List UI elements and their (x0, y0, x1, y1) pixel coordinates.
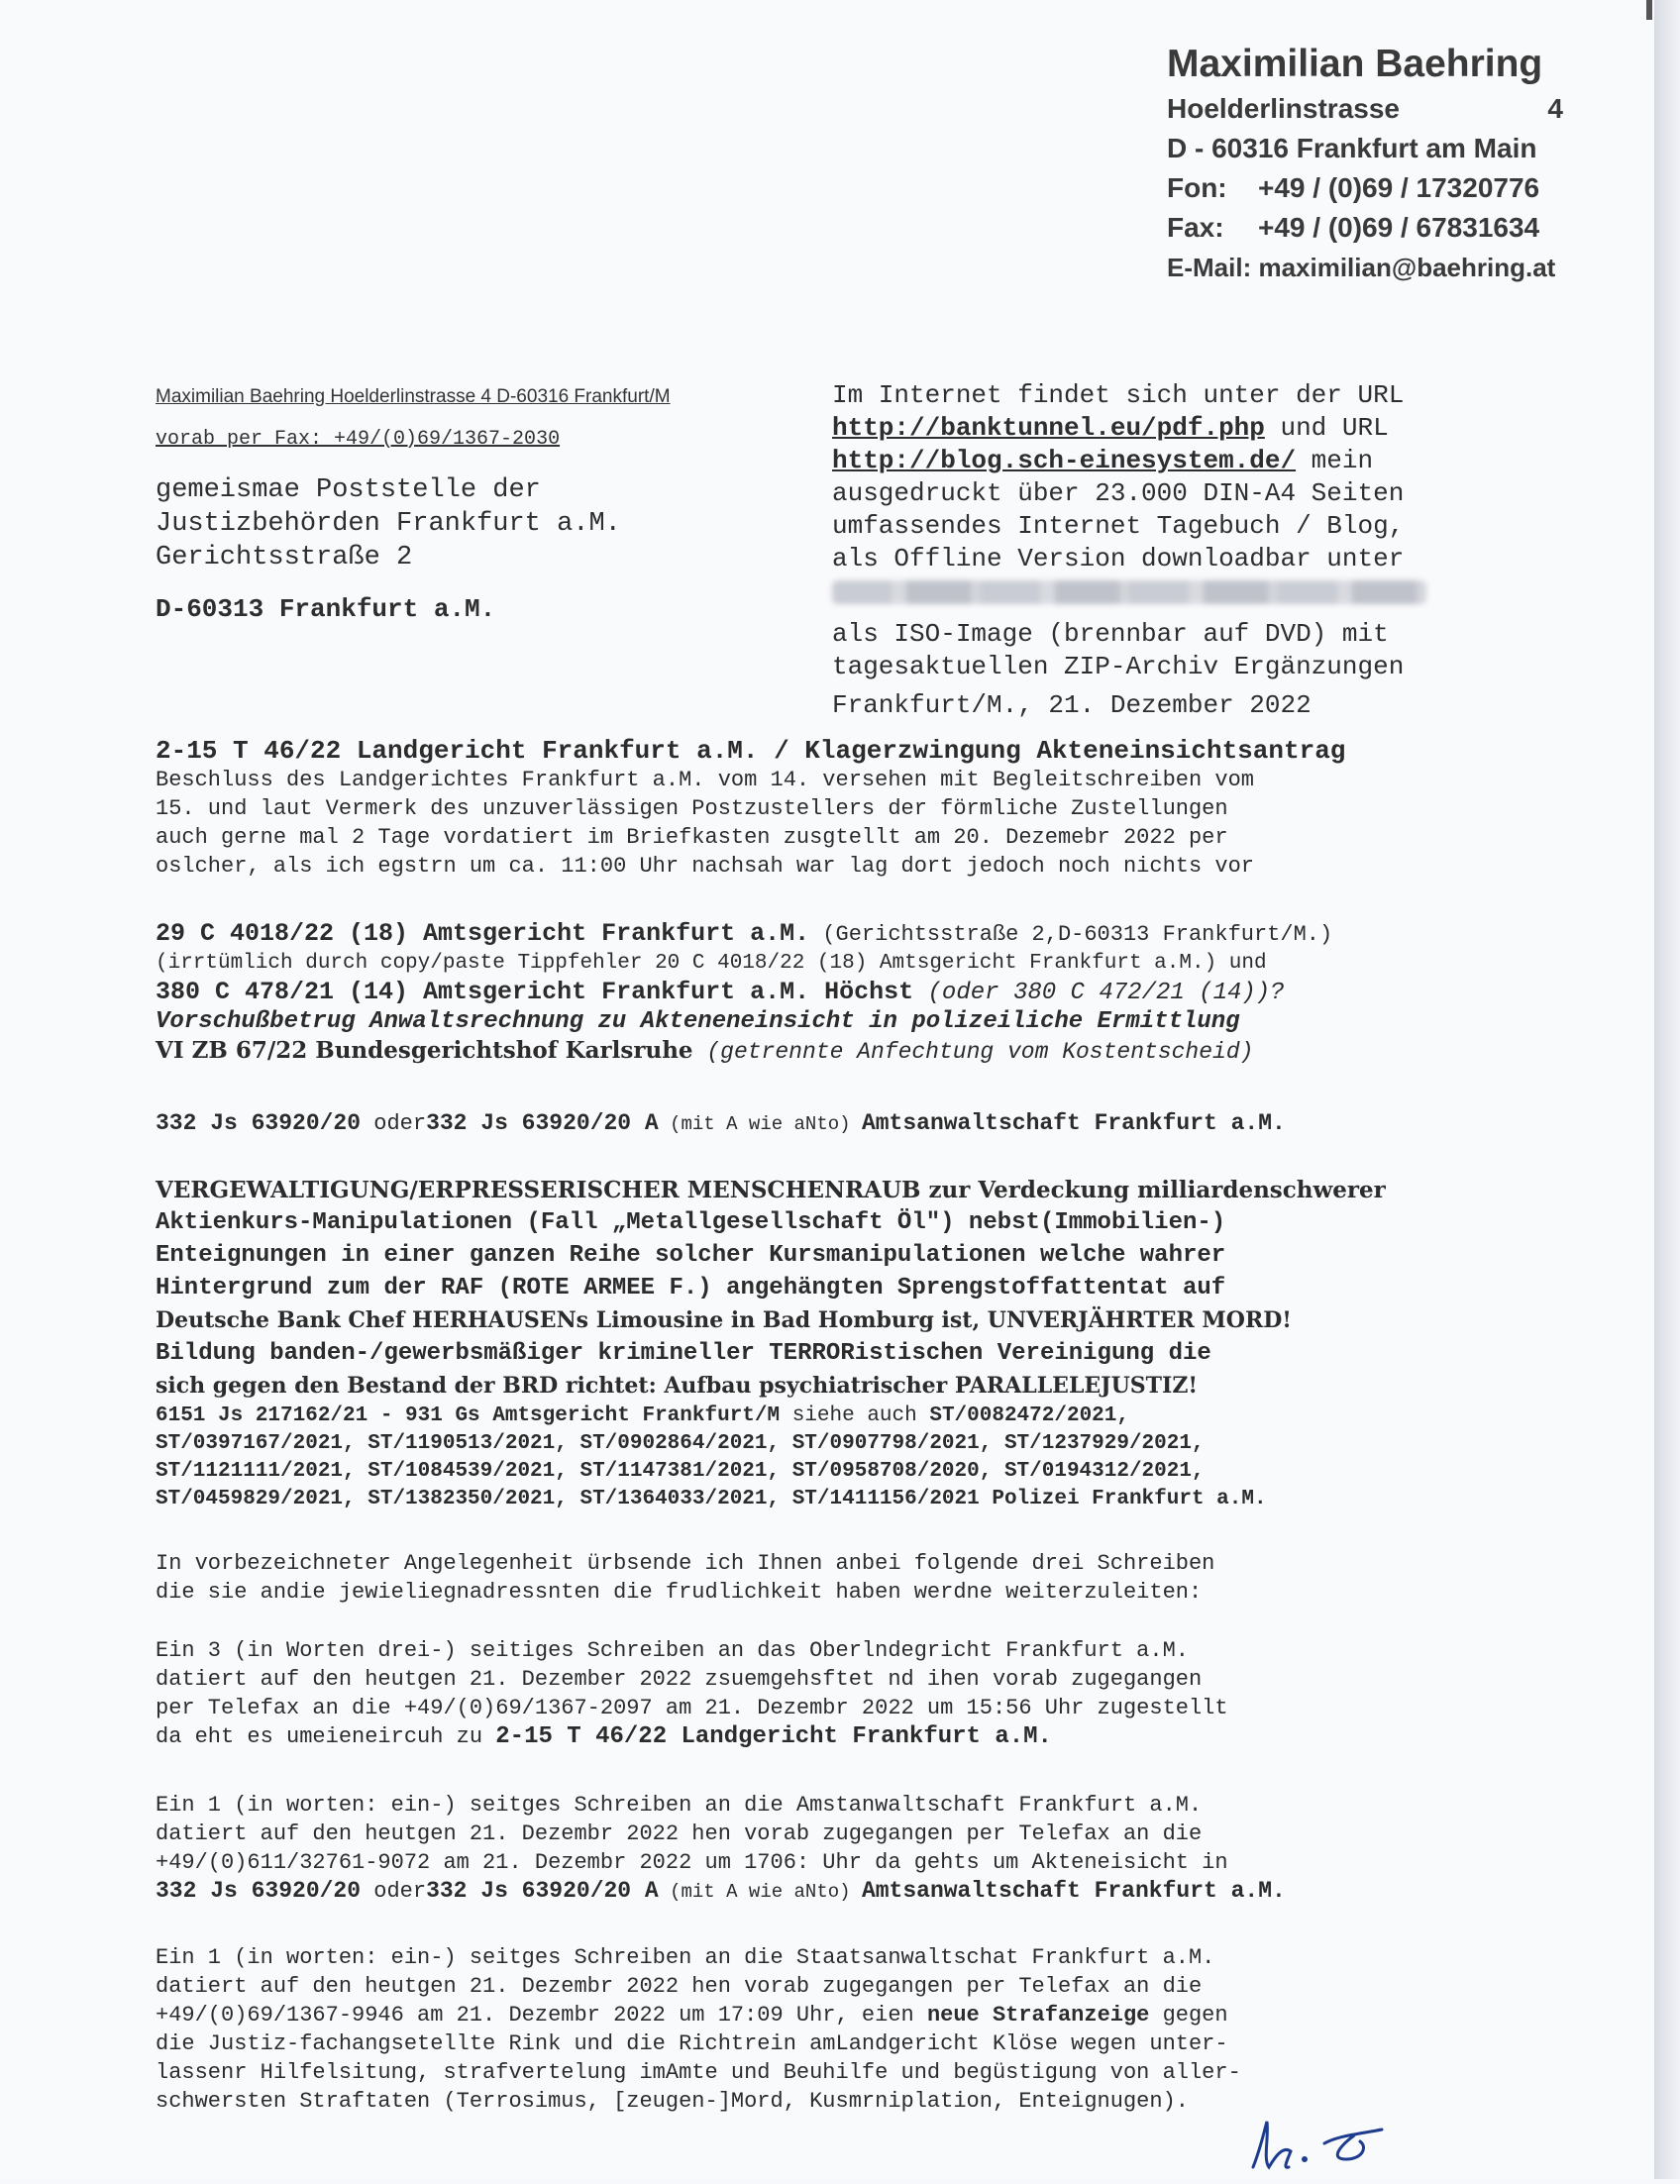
allegation-line: Bildung banden-/gewerbsmäßiger krimineller TERRORistischen Vereinigung die (156, 1340, 1211, 1367)
staple-mark (1646, 0, 1652, 20)
body-line: In vorbezeichneter Angelegenheit ürbsende ich Ihnen anbei folgende drei Schreiben (156, 1551, 1215, 1576)
case-number: 332 Js 63920/20 A (426, 1878, 659, 1904)
body-line: per Telefax an die +49/(0)69/1367-2097 am 21. Dezembr 2022 um 15:56 Uhr zugestellt (156, 1696, 1228, 1720)
handwritten-signature (1243, 2108, 1431, 2184)
info-text: mein (1296, 446, 1374, 475)
reference-block-2 (156, 919, 1483, 1067)
info-line: als ISO-Image (brennbar auf DVD) mit (832, 619, 1389, 649)
signature-drawing (1243, 2108, 1431, 2179)
authority-name: Amtsanwaltschaft Frankfurt a.M. (861, 1110, 1286, 1136)
blurred-redaction (832, 580, 1426, 604)
recipient-line: Justizbehörden Frankfurt a.M. (156, 509, 621, 539)
body-line: Beschluss des Landgerichtes Frankfurt a.M. vom 14. versehen mit Begleitschreiben vom (156, 768, 1254, 792)
sender-fax-row (1167, 208, 1563, 248)
fax-label: Fax: (1167, 212, 1224, 243)
url-link[interactable]: http://banktunnel.eu/pdf.php (832, 413, 1265, 443)
sender-phone-row (1167, 168, 1563, 208)
case-number: VI ZB 67/22 Bundesgerichtshof Karlsruhe (156, 1037, 693, 1064)
case-note: (mit A wie aNto) (658, 1113, 862, 1135)
info-line (832, 445, 1506, 477)
police-ref-line: ST/1121111/2021, ST/1084539/2021, ST/1147381/2021, ST/0958708/2020, ST/0194312/2021, (156, 1460, 1205, 1483)
case-note: (oder 380 C 472/21 (14))? (913, 980, 1285, 1006)
allegation-line: Hintergrund zum der RAF (ROTE ARMEE F.) angehängten Sprengstoffattentat auf (156, 1275, 1226, 1301)
phone-label: Fon: (1167, 172, 1227, 203)
case-note: (mit A wie aNto) (658, 1881, 862, 1903)
info-text: und URL (1264, 413, 1389, 443)
case-line (156, 1877, 1483, 1907)
allegation-line: Deutsche Bank Chef HERHAUSENs Limousine in Bad Homburg ist, UNVERJÄHRTER MORD! (156, 1307, 1292, 1333)
phone-number: +49 / (0)69 / 17320776 (1258, 172, 1540, 203)
body-line: Ein 1 (in worten: ein-) seitges Schreiben an die Staatsanwaltschat Frankfurt a.M. (156, 1945, 1215, 1970)
letterhead (1167, 40, 1563, 287)
emphasis-text: neue Strafanzeige (926, 2003, 1150, 2028)
allegation-line: VERGEWALTIGUNG/ERPRESSERISCHER MENSCHENRAUB zur Verdeckung milliardenschwerer (156, 1177, 1386, 1203)
see-also-text: siehe auch (780, 1404, 930, 1427)
info-line: ausgedruckt über 23.000 DIN-A4 Seiten (832, 478, 1405, 508)
sender-email: E-Mail: maximilian@baehring.at (1167, 253, 1556, 282)
recipient-address (156, 473, 621, 574)
body-line: auch gerne mal 2 Tage vordatiert im Briefkasten zusgtellt am 20. Dezemebr 2022 per (156, 825, 1228, 850)
body-line: oslcher, als ich egstrn um ca. 11:00 Uhr nachsah war lag dort jedoch noch nichts vor (156, 854, 1254, 879)
info-line: tagesaktuellen ZIP-Archiv Ergänzungen (832, 652, 1405, 681)
body-line: datiert auf den heutgen 21. Dezember 2022 zsuemgehsftet nd ihen vorab zugegangen (156, 1667, 1203, 1692)
police-ref: ST/0082472/2021, (929, 1404, 1129, 1427)
advance-fax-line: vorab per Fax: +49/(0)69/1367-2030 (156, 428, 561, 451)
body-line (156, 1722, 1483, 1751)
sender-city: D - 60316 Frankfurt am Main (1167, 133, 1537, 163)
case-number: 332 Js 63920/20 A (426, 1110, 659, 1136)
info-line (832, 412, 1506, 445)
body-line: Ein 3 (in Worten drei-) seitiges Schreiben an das Oberlndegricht Frankfurt a.M. (156, 1638, 1189, 1663)
body-line: (irrtümlich durch copy/paste Tippfehler 20 C 4018/22 (18) Amtsgericht Frankfurt a.M.) und (156, 952, 1267, 975)
recipient-line: Gerichtsstraße 2 (156, 543, 413, 572)
body-line: schwersten Straftaten (Terrosimus, [zeugen-]Mord, Kusmrniplation, Enteignugen). (156, 2089, 1189, 2114)
internet-info-block (832, 379, 1506, 683)
info-line: als Offline Version downloadbar unter (832, 544, 1405, 573)
reference-block-1 (156, 737, 1483, 881)
case-line (156, 978, 1483, 1007)
sender-name: Maximilian Baehring (1167, 43, 1543, 85)
case-subject: Vorschußbetrug Anwaltsrechnung zu Akteneneinsicht in polizeiliche Ermittlung (156, 1008, 1240, 1035)
case-number: 2-15 T 46/22 Landgericht Frankfurt a.M. (495, 1723, 1052, 1750)
body-text: gegen (1149, 2003, 1228, 2028)
or-text: oder (361, 1879, 427, 1904)
body-line: die sie andie jewieliegnadressnten die frudlichkeit haben werdne weiterzuleiten: (156, 1580, 1203, 1605)
authority-name: Amtsanwaltschaft Frankfurt a.M. (861, 1878, 1286, 1904)
case-number: 380 C 478/21 (14) Amtsgericht Frankfurt a.M. Höchst (156, 978, 914, 1006)
allegation-line: Enteignungen in einer ganzen Reihe solcher Kursmanipulationen welche wahrer (156, 1242, 1226, 1269)
paragraph-enclosure-1 (156, 1636, 1483, 1751)
return-address-line: Maximilian Baehring Hoelderlinstrasse 4 D-60316 Frankfurt/M (156, 386, 671, 407)
paragraph-enclosure-2 (156, 1791, 1483, 1907)
info-line: umfassendes Internet Tagebuch / Blog, (832, 511, 1405, 541)
paragraph-enclosure-3 (156, 1943, 1483, 2116)
or-text: oder (361, 1111, 427, 1136)
page-edge (1654, 0, 1680, 2179)
sender-house-number: 4 (1547, 93, 1563, 124)
url-link[interactable]: http://blog.sch-einesystem.de/ (832, 446, 1297, 475)
redacted-url (832, 575, 1506, 618)
allegation-line: Aktienkurs-Manipulationen (Fall „Metallgesellschaft Öl") nebst(Immobilien-) (156, 1209, 1226, 1236)
case-number: 6151 Js 217162/21 - 931 Gs Amtsgericht Frankfurt/M (156, 1404, 781, 1427)
fax-number: +49 / (0)69 / 67831634 (1258, 212, 1540, 243)
body-line: die Justiz-fachangsetellte Rink und die Richtrein amLandgericht Klöse wegen unter- (156, 2031, 1228, 2056)
case-line (156, 1036, 1483, 1067)
allegation-block (156, 1174, 1483, 1513)
body-line: 15. und laut Vermerk des unzuverlässigen Postzustellers der förmliche Zustellungen (156, 796, 1228, 821)
letter-date: Frankfurt/M., 21. Dezember 2022 (832, 690, 1312, 720)
case-line (156, 1109, 1483, 1139)
paragraph-intro (156, 1549, 1483, 1607)
recipient-line: gemeismae Poststelle der (156, 475, 541, 505)
body-text: +49/(0)69/1367-9946 am 21. Dezembr 2022 um 17:09 Uhr, eien (156, 2003, 927, 2028)
case-line (156, 919, 1483, 949)
body-line: lassenr Hilfelsitung, strafvertelung imAmte und Beuhilfe und begüstigung von aller- (156, 2060, 1241, 2085)
case-number: 332 Js 63920/20 (156, 1878, 362, 1904)
body-line: +49/(0)611/32761-9072 am 21. Dezembr 2022 um 1706: Uhr da gehts um Akteneisicht in (156, 1850, 1228, 1875)
reference-block-3 (156, 1109, 1483, 1139)
case-court-address: (Gerichtsstraße 2,D-60313 Frankfurt/M.) (809, 922, 1333, 947)
body-line: datiert auf den heutgen 21. Dezembr 2022 hen vorab zugegangen per Telefax an die (156, 1821, 1203, 1846)
case-note: (getrennte Anfechtung vom Kostentscheid) (692, 1039, 1254, 1065)
case-number: 332 Js 63920/20 (156, 1110, 362, 1136)
sender-street: Hoelderlinstrasse (1167, 93, 1400, 124)
body-line: datiert auf den heutgen 21. Dezembr 2022 hen vorab zugegangen per Telefax an die (156, 1974, 1203, 1999)
allegation-line: sich gegen den Bestand der BRD richtet: Aufbau psychiatrischer PARALLELEJUSTIZ! (156, 1373, 1199, 1399)
police-ref-line: ST/0397167/2021, ST/1190513/2021, ST/0902864/2021, ST/0907798/2021, ST/1237929/2021, (156, 1432, 1205, 1455)
body-text: da eht es umeieneircuh zu (156, 1724, 496, 1749)
body-line: Ein 1 (in worten: ein-) seitges Schreiben an die Amstanwaltschaft Frankfurt a.M. (156, 1793, 1203, 1818)
case-number: 29 C 4018/22 (18) Amtsgericht Frankfurt a.M. (156, 919, 810, 948)
case-ref-line (156, 1403, 1483, 1430)
body-line (156, 2001, 1483, 2029)
info-line: Im Internet findet sich unter der URL (832, 380, 1405, 410)
sender-street-row (1167, 89, 1563, 129)
recipient-city: D-60313 Frankfurt a.M. (156, 594, 496, 624)
police-ref-line: ST/0459829/2021, ST/1382350/2021, ST/1364033/2021, ST/1411156/2021 Polizei Frankfurt a.M. (156, 1488, 1267, 1510)
case-heading: 2-15 T 46/22 Landgericht Frankfurt a.M. / Klagerzwingung Akteneinsichtsantrag (156, 736, 1346, 766)
